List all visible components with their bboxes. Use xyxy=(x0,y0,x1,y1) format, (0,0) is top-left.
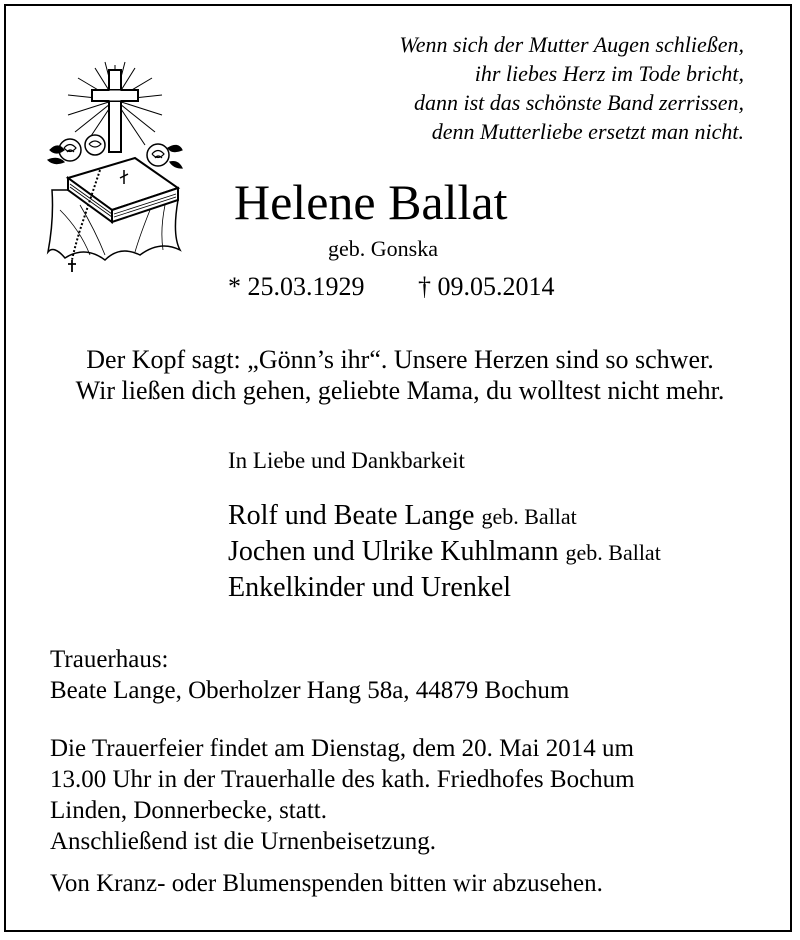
poem xyxy=(399,30,744,146)
poem-line: Wenn sich der Mutter Augen schließen, xyxy=(399,32,744,57)
thanks-line: In Liebe und Dankbarkeit xyxy=(228,448,465,473)
house-label: Trauerhaus: xyxy=(50,646,169,673)
family-names: Enkelkinder und Urenkel xyxy=(228,572,512,603)
poem-line: denn Mutterliebe ersetzt man nicht. xyxy=(431,119,744,144)
closing-note: Von Kranz- oder Blumenspenden bitten wir abzusehen. xyxy=(50,870,603,897)
family-note: geb. Ballat xyxy=(565,540,661,565)
quote-line: Der Kopf sagt: „Gönn’s ihr“. Unsere Herzen sind so schwer. xyxy=(86,345,714,374)
family-entry xyxy=(228,572,511,604)
poem-line: ihr liebes Herz im Tode bricht, xyxy=(474,61,744,86)
ceremony-line: Linden, Donnerbecke, statt. xyxy=(50,797,327,824)
family-note: geb. Ballat xyxy=(481,504,577,529)
ceremony-line: Anschließend ist die Urnenbeisetzung. xyxy=(50,828,437,855)
family-names: Jochen und Ulrike Kuhlmann xyxy=(228,536,559,567)
ceremony-line: Die Trauerfeier findet am Dienstag, dem 20. Mai 2014 um xyxy=(50,735,634,762)
quote xyxy=(0,344,800,406)
family-entry xyxy=(228,536,661,568)
cross-bible-roses-icon xyxy=(40,60,190,275)
ceremony-line: 13.00 Uhr in der Trauerhalle des kath. Friedhofes Bochum xyxy=(50,766,635,793)
quote-line: Wir ließen dich gehen, geliebte Mama, du wolltest nicht mehr. xyxy=(75,376,725,405)
maiden-name: geb. Gonska xyxy=(328,236,438,261)
family-names: Rolf und Beate Lange xyxy=(228,500,475,531)
death-date: † 09.05.2014 xyxy=(418,272,555,301)
house-address: Beate Lange, Oberholzer Hang 58a, 44879 Bochum xyxy=(50,677,570,704)
deceased-name: Helene Ballat xyxy=(234,174,508,230)
poem-line: dann ist das schönste Band zerrissen, xyxy=(414,90,744,115)
birth-date: * 25.03.1929 xyxy=(228,272,365,301)
family-entry xyxy=(228,500,577,532)
